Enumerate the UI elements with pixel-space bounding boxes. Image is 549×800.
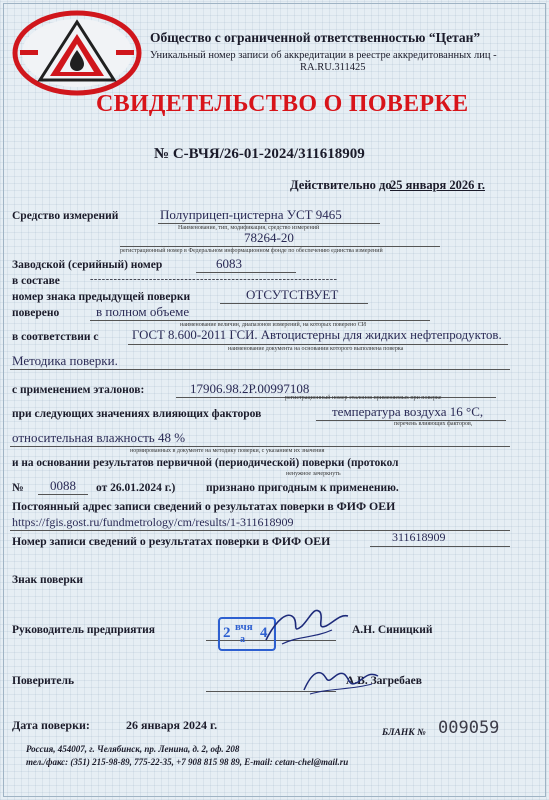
blank-number: 009059	[438, 718, 500, 738]
according-label: в соответствии с	[12, 331, 99, 343]
serial-label: Заводской (серийный) номер	[12, 259, 163, 271]
cetan-logo	[12, 10, 142, 96]
composition-value: ---------------------------------------------------------------	[90, 274, 338, 285]
page-border	[3, 3, 546, 797]
according-value2: Методика поверки.	[12, 353, 118, 368]
accreditation-text: Уникальный номер записи об аккредитации в реестре аккредитованных лиц -	[150, 50, 497, 61]
instrument-value: Полуприцеп-цистерна УСТ 9465	[160, 207, 342, 222]
footer-address: Россия, 454007, г. Челябинск, пр. Ленина, д. 2, оф. 208	[26, 744, 240, 754]
instrument-caption: Наименование, тип, модификация, средство измерений	[178, 225, 320, 231]
factors-caption: перечень влияющих факторов,	[394, 421, 473, 427]
blank-label: БЛАНК №	[382, 728, 426, 738]
basis-caption: ненужное зачеркнуть	[286, 471, 341, 477]
verified-caption: наименование величин, диапазонов измерений, на которых поверено СИ	[180, 322, 367, 328]
standards-caption: регистрационный номер эталонов применяемых при поверке	[285, 395, 442, 401]
fif-url[interactable]: https://fgis.gost.ru/fundmetrology/cm/results/1-311618909	[12, 515, 294, 529]
instrument-reg-number: 78264-20	[244, 230, 294, 245]
verified-label: поверено	[12, 307, 60, 319]
fif-address-label: Постоянный адрес записи сведений о результатах поверки в ФИФ ОЕИ	[12, 499, 396, 513]
serial-value: 6083	[216, 256, 242, 271]
footer-contacts: тел./факс: (351) 215-98-89, 775-22-35, +7 908 815 98 89, E-mail: cetan-chel@mail.ru	[26, 757, 349, 767]
verifier-name: А.В. Загребаев	[346, 675, 422, 687]
fif-record-label: Номер записи сведений о результатах поверки в ФИФ ОЕИ	[12, 534, 331, 548]
head-name: А.Н. Синицкий	[352, 624, 433, 636]
accreditation-number: RA.RU.311425	[300, 62, 366, 73]
prev-mark-value: ОТСУТСТВУЕТ	[246, 287, 339, 302]
protocol-number: 0088	[50, 478, 76, 493]
certificate-number: № С-ВЧЯ/26-01-2024/311618909	[154, 146, 365, 162]
verification-stamp: 2 вчя 4 а	[218, 617, 276, 651]
verification-result: признано пригодным к применению.	[206, 482, 399, 494]
protocol-no-label: №	[12, 482, 24, 494]
verifier-label: Поверитель	[12, 675, 75, 687]
protocol-date: от 26.01.2024 г.)	[96, 482, 176, 494]
according-caption: наименование документа на основании которого выполнена поверка	[228, 346, 404, 352]
basis-text: и на основании результатов первичной (периодической) поверки (протокол	[12, 457, 399, 469]
verified-value: в полном объеме	[96, 304, 190, 319]
prev-mark-label: номер знака предыдущей поверки	[12, 291, 191, 303]
mark-label: Знак поверки	[12, 574, 83, 586]
according-value: ГОСТ 8.600-2011 ГСИ. Автоцистерны для жидких нефтепродуктов.	[132, 328, 502, 342]
verifier-signature	[300, 662, 380, 698]
standards-value: 17906.98.2Р.00997108	[190, 381, 310, 396]
factors-caption2: нормированных в документе на методику поверки, с указанием их значения	[130, 448, 325, 454]
validity-label: Действительно до	[290, 178, 392, 192]
factors-value: температура воздуха 16 °С,	[332, 404, 484, 419]
head-label: Руководитель предприятия	[12, 624, 156, 636]
fif-record-number: 311618909	[392, 530, 446, 544]
date-value: 26 января 2024 г.	[126, 718, 218, 732]
reg-caption: регистрационный номер в Федеральном информационном фонде по обеспечению единства измерений	[120, 248, 383, 254]
certificate-title: СВИДЕТЕЛЬСТВО О ПОВЕРКЕ	[96, 91, 469, 117]
composition-label: в составе	[12, 275, 60, 287]
date-label: Дата поверки:	[12, 718, 90, 732]
factors-label: при следующих значениях влияющих факторов	[12, 408, 262, 420]
head-signature	[262, 600, 352, 648]
standards-label: с применением эталонов:	[12, 384, 145, 396]
org-name: Общество с ограниченной ответственностью “Цетан”	[150, 30, 481, 45]
factors-value2: относительная влажность 48 %	[12, 430, 186, 445]
validity-date: 25 января 2026 г.	[390, 178, 485, 192]
instrument-label: Средство измерений	[12, 210, 119, 222]
